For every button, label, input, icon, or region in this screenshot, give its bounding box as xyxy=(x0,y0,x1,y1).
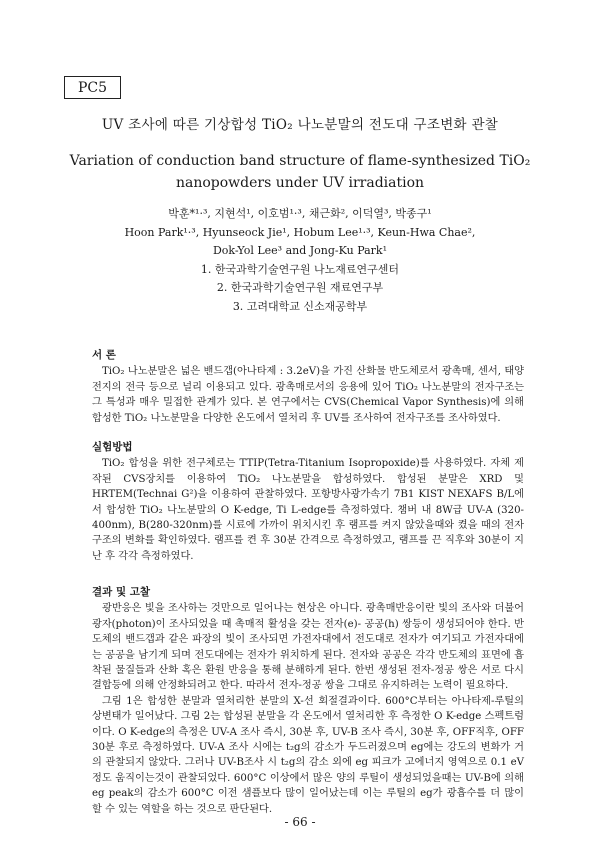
section-methods xyxy=(92,440,524,564)
section-heading: 결과 및 고찰 xyxy=(92,586,151,598)
title-english-line2: nanopowders under UV irradiation xyxy=(175,175,425,191)
section-heading: 서 론 xyxy=(92,349,116,361)
section-heading: 실험방법 xyxy=(92,441,133,453)
authors-english-line2: Dok-Yol Lee³ and Jong-Ku Park¹ xyxy=(212,244,387,257)
authors-korean: 박훈*¹·³, 지현석¹, 이호범¹·³, 채근화², 이덕열³, 박종구¹ xyxy=(168,207,432,220)
title-english xyxy=(0,150,600,194)
page-number: - 66 - xyxy=(284,815,316,829)
section-paragraph: TiO₂ 합성을 위한 전구체로는 TTIP(Tetra-Titanium Isopropoxide)를 사용하였다. 자체 제작된 CVS장치를 이용하여 TiO₂ 나노분말을 합성하였다. 합성된 분말은 XRD 및 HRTEM(Technai G²)을 이용하여 관찰하였다. 포항방사광가속기 7B1 KIST NEXAFS B/L에서 합성한 TiO₂ 나노분말의 O K-edge, Ti L-edge를 측정하였다. 챔버 내 8W급 UV-A (320-400nm), B(280-320nm)를 시료에 가까이 위치시킨 후 램프를 켜지 않았을때와 켰을 때의 전자구조의 변화를 확인하였다. 램프를 켠 후 30분 간격으로 측정하였고, 램프를 끈 직후와 30분이 지난 후 각각 측정하였다. xyxy=(92,458,524,562)
section-paragraph: TiO₂ 나노분말은 넓은 밴드갭(아나타제 : 3.2eV)을 가진 산화물 반도체로서 광촉매, 센서, 태양전지의 전극 등으로 널리 이용되고 있다. 광촉매로서의 응용에 있어 TiO₂ 나노분말의 전자구조는 그 특성과 매우 밀접한 관계가 있다. 본 연구에서는 CVS(Chemical Vapor Synthesis)에 의해 합성한 TiO₂ 나노분말을 다양한 온도에서 열처리 후 UV를 조사하여 전자구조를 조사하였다. xyxy=(92,366,524,424)
section-paragraph: 그림 1은 합성한 분말과 열처리한 분말의 X-선 회절결과이다. 600°C부터는 아나타제-루틸의 상변태가 일어났다. 그림 2는 합성된 분말을 각 온도에서 열처리한 후 측정한 O K-edge 스펙트럼이다. O K-edge의 측정은 UV-A 조사 즉시, 30분 후, UV-B 조사 즉시, 30분 후, OFF직후, OFF 30분 후로 측정하였다. UV-A 조사 시에는 t₂g의 감소가 두드러졌으며 eg에는 강도의 변화가 거의 관찰되지 않았다. 그러나 UV-B조사 시 t₂g의 감소 외에 eg 피크가 고에너지 영역으로 0.1 eV 정도 움직이는것이 관찰되었다. 600°C 이상에서 많은 양의 루틸이 생성되었을때는 UV-B에 의해 eg peak의 감소가 600°C 이전 샘플보다 많이 일어났는데 이는 루틸의 eg가 광흡수를 더 많이 할 수 있는 역할을 하는 것으로 판단된다. xyxy=(92,695,524,815)
authors-english-line1: Hoon Park¹·³, Hyunseock Jie¹, Hobum Lee¹·³, Keun-Hwa Chae², xyxy=(124,225,476,239)
section-introduction xyxy=(92,348,524,426)
section-paragraph: 광반응은 빛을 조사하는 것만으로 일어나는 현상은 아니다. 광촉매반응이란 빛의 조사와 더불어 광자(photon)이 조사되었을 때 촉매적 활성을 갖는 전자(e)- 공공(h) 쌍등이 생성되어야 한다. 반도체의 밴드갭과 같은 파장의 빛이 조사되면 가전자대에서 전도대로 전자가 여기되고 가전자대에는 공공을 남기게 되며 전도대에는 전자가 위치하게 된다. 전자와 공공은 각각 반도체의 표면에 흡착된 물질들과 산화 혹은 환원 반응을 통해 분해하게 된다. 한번 생성된 전자-정공 쌍은 서로 다시 결합등에 의해 안정화되려고 한다. 따라서 전자-정공 쌍을 그대로 유지하려는 노력이 필요하다. xyxy=(92,603,524,692)
affiliation-2: 2. 한국과학기술연구원 재료연구부 xyxy=(216,281,384,294)
section-results xyxy=(92,585,524,817)
title-english-line1: Variation of conduction band structure of flame-synthesized TiO₂ xyxy=(69,153,531,169)
session-code-badge: PC5 xyxy=(64,76,121,99)
title-korean: UV 조사에 따른 기상합성 TiO₂ 나노분말의 전도대 구조변화 관찰 xyxy=(101,117,499,133)
affiliation-3: 3. 고려대학교 신소재공학부 xyxy=(232,299,368,313)
author-block xyxy=(0,205,600,316)
affiliation-1: 1. 한국과학기술연구원 나노재료연구센터 xyxy=(200,262,400,276)
